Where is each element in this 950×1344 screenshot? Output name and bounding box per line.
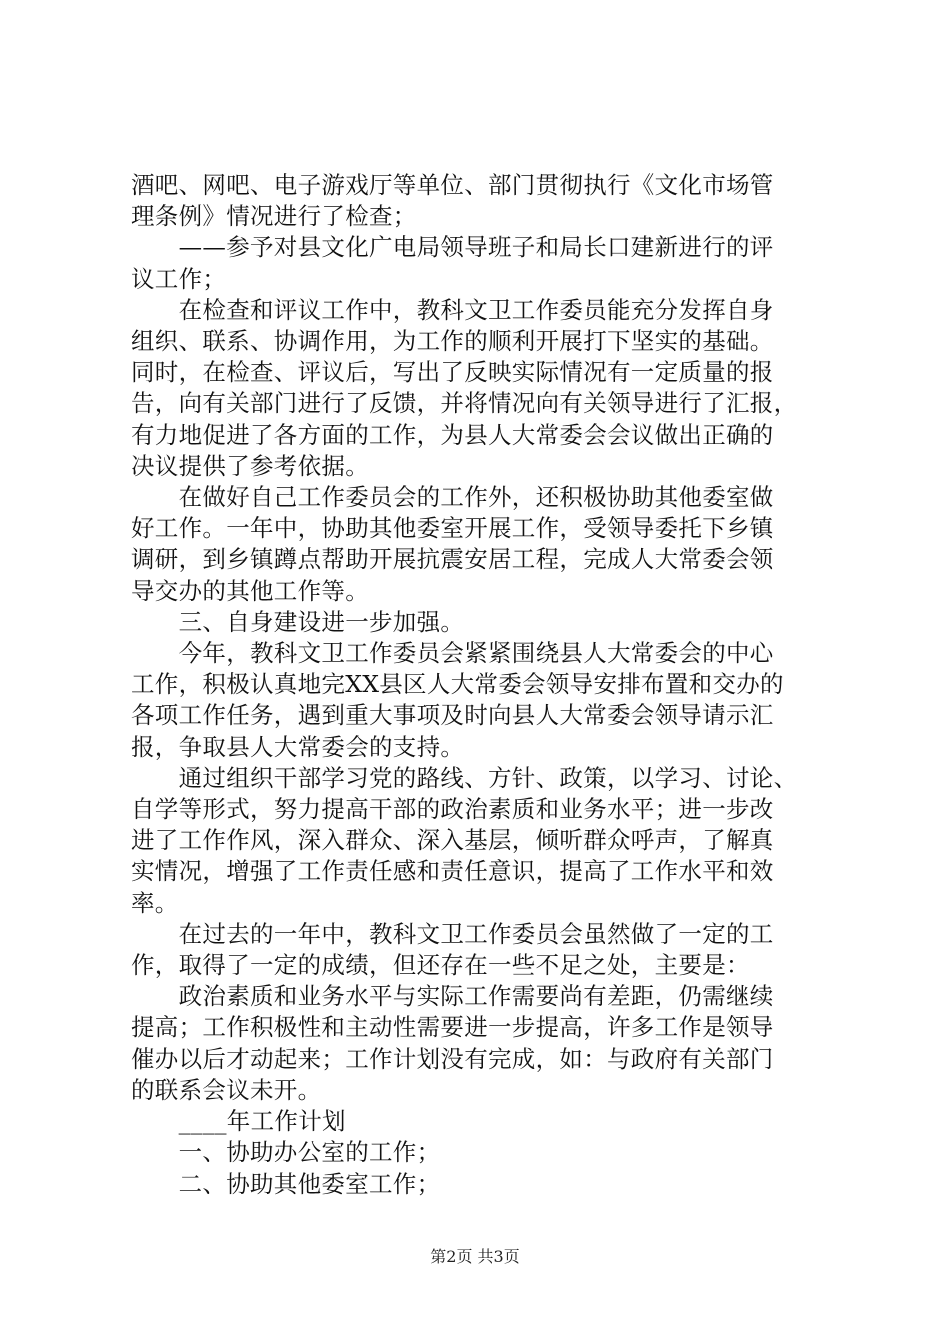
section-heading: ____年工作计划 bbox=[131, 1107, 346, 1136]
text-line: 调研，到乡镇蹲点帮助开展抗震安居工程，完成人大常委会领 bbox=[131, 545, 774, 574]
text-line: 率。 bbox=[131, 888, 179, 917]
text-line: 今年，教科文卫工作委员会紧紧围绕县人大常委会的中心 bbox=[131, 639, 774, 668]
list-item: 一、协助办公室的工作； bbox=[131, 1138, 441, 1167]
text-line: 通过组织干部学习党的路线、方针、政策，以学习、讨论、 bbox=[131, 763, 798, 792]
text-line: 在过去的一年中，教科文卫工作委员会虽然做了一定的工 bbox=[131, 919, 774, 948]
text-line: 同时，在检查、评议后，写出了反映实际情况有一定质量的报 bbox=[131, 358, 774, 387]
text-line: 进了工作作风，深入群众、深入基层，倾听群众呼声，了解真 bbox=[131, 826, 774, 855]
text-line: 理条例》情况进行了检查； bbox=[131, 202, 417, 231]
text-line: 有力地促进了各方面的工作，为县人大常委会会议做出正确的 bbox=[131, 420, 774, 449]
text-line: 告，向有关部门进行了反馈，并将情况向有关领导进行了汇报， bbox=[131, 389, 798, 418]
document-body bbox=[131, 170, 831, 1200]
text-line: 决议提供了参考依据。 bbox=[131, 451, 369, 480]
list-item: 二、协助其他委室工作； bbox=[131, 1169, 441, 1198]
text-line: 自学等形式，努力提高干部的政治素质和业务水平；进一步改 bbox=[131, 795, 774, 824]
text-line: 在检查和评议工作中，教科文卫工作委员能充分发挥自身 bbox=[131, 295, 774, 324]
text-line: 催办以后才动起来；工作计划没有完成，如：与政府有关部门 bbox=[131, 1044, 774, 1073]
page-number: 第2页 共3页 bbox=[430, 1247, 520, 1266]
text-line: 工作，积极认真地完XX县区人大常委会领导安排布置和交办的 bbox=[131, 670, 784, 699]
text-line: 酒吧、网吧、电子游戏厅等单位、部门贯彻执行《文化市场管 bbox=[131, 171, 774, 199]
text-line: 好工作。一年中，协助其他委室开展工作，受领导委托下乡镇 bbox=[131, 514, 774, 543]
text-line: 议工作； bbox=[131, 264, 227, 293]
text-line: 组织、联系、协调作用，为工作的顺利开展打下坚实的基础。 bbox=[131, 327, 774, 356]
text-line: 导交办的其他工作等。 bbox=[131, 576, 369, 605]
text-line: 作，取得了一定的成绩，但还存在一些不足之处，主要是： bbox=[131, 951, 750, 980]
text-line: 政治素质和业务水平与实际工作需要尚有差距，仍需继续 bbox=[131, 982, 774, 1011]
text-line: 提高；工作积极性和主动性需要进一步提高，许多工作是领导 bbox=[131, 1013, 774, 1042]
text-line: 报，争取县人大常委会的支持。 bbox=[131, 732, 465, 761]
section-heading: 三、自身建设进一步加强。 bbox=[131, 607, 465, 636]
text-line: 的联系会议未开。 bbox=[131, 1075, 322, 1104]
text-line: 实情况，增强了工作责任感和责任意识，提高了工作水平和效 bbox=[131, 857, 774, 886]
text-line: ——参予对县文化广电局领导班子和局长口建新进行的评 bbox=[131, 233, 774, 262]
text-line: 在做好自己工作委员会的工作外，还积极协助其他委室做 bbox=[131, 483, 774, 512]
page-footer bbox=[0, 1244, 950, 1267]
text-line: 各项工作任务，遇到重大事项及时向县人大常委会领导请示汇 bbox=[131, 701, 774, 730]
